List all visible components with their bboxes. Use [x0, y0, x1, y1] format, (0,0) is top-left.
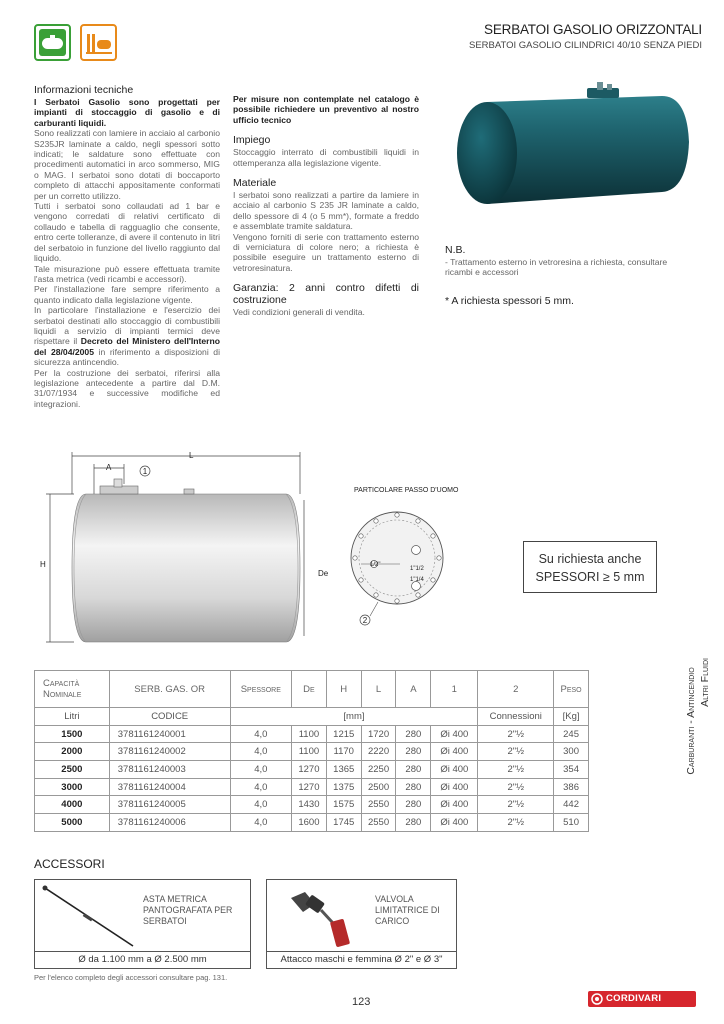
unit-kg: [Kg]: [554, 708, 589, 726]
cell-capacity: 2500: [35, 761, 110, 779]
cell-capacity: 1500: [35, 725, 110, 743]
cell-de: 1100: [292, 725, 327, 743]
cell-de: 1270: [292, 761, 327, 779]
accessory-label-valve: VALVOLA LIMITATRICE DI CARICO: [375, 894, 440, 926]
cell-a: 280: [396, 796, 431, 814]
accessory-card-gauge: [34, 879, 251, 969]
section-side-label: [684, 636, 714, 806]
technical-paragraph: Per l'installazione fare sempre riferimento a quanto indicato dalla legislazione vigente.: [34, 284, 220, 305]
table-row: [35, 796, 589, 814]
materiale-text: Vengono forniti di serie con trattamento esterno di verniciatura di colore nero; a richiesta è possibile eseguire un trattamento esterno di vetroresinatura.: [233, 231, 419, 273]
table-row: [35, 778, 589, 796]
cell-de: 1600: [292, 814, 327, 832]
cell-conn2: 2"½: [478, 778, 554, 796]
cell-code: 3781161240001: [109, 725, 230, 743]
tank-technical-drawing: [34, 446, 334, 656]
drawing-label-L: L: [189, 451, 194, 460]
cell-a: 280: [396, 761, 431, 779]
cell-code: 3781161240002: [109, 743, 230, 761]
cell-l: 2500: [361, 778, 396, 796]
cell-l: 2250: [361, 761, 396, 779]
cell-l: 2220: [361, 743, 396, 761]
cell-code: 3781161240005: [109, 796, 230, 814]
accessories-heading: ACCESSORI: [34, 857, 105, 871]
cell-a: 280: [396, 725, 431, 743]
cell-l: 1720: [361, 725, 396, 743]
brand-name: CORDIVARI: [606, 993, 662, 1004]
col-header-a: A: [396, 671, 431, 708]
cell-conn2: 2"½: [478, 796, 554, 814]
technical-paragraph: Sono realizzati con lamiere in acciaio al carbonio S235JR laminate a caldo, negli spessori sotto indicati; le saldature sono effettuate con procedimenti automatici in arco sommerso, MIG o MAG. I serbatoi sono dotati di boccaporto completo di attacchi appositamente conformati per un corretto utilizzo.: [34, 128, 220, 201]
cell-conn1: Øi 400: [431, 743, 478, 761]
cell-l: 2550: [361, 814, 396, 832]
valve-icon: [281, 884, 365, 950]
tank-category-icon: [34, 24, 71, 61]
cell-conn2: 2"½: [478, 814, 554, 832]
cell-h: 1170: [326, 743, 361, 761]
garanzia-text: Vedi condizioni generali di vendita.: [233, 307, 365, 318]
col-header-1: 1: [431, 671, 478, 708]
accessory-label-gauge: ASTA METRICA PANTOGRAFATA PER SERBATOI: [143, 894, 233, 926]
conn-label-a: 1/2": [370, 562, 381, 568]
accessory-foot-valve: Attacco maschi e femmina Ø 2" e Ø 3": [267, 951, 456, 968]
technical-info-column: [34, 84, 220, 409]
cell-thickness: 4,0: [230, 778, 291, 796]
technical-paragraph: Tale misurazione può essere effettuata tramite l'asta metrica (vedi ricambi e accessori).: [34, 263, 220, 284]
cell-conn1: Øi 400: [431, 778, 478, 796]
garanzia-heading: Garanzia: 2 anni contro difetti di costruzione: [233, 282, 419, 307]
page-subtitle: SERBATOI GASOLIO CILINDRICI 40/10 SENZA PIEDI: [468, 40, 702, 51]
cell-l: 2550: [361, 796, 396, 814]
notes-column: [445, 244, 689, 306]
cell-conn1: Øi 400: [431, 796, 478, 814]
decree-text-a: In particolare l'installazione e l'esercizio dei serbatoi destinati allo stoccaggio di combustibili liquidi a servizio di impianti termici deve rispettare il: [34, 305, 220, 347]
drawing-callout-2: 2: [362, 616, 368, 625]
material-column: [233, 94, 419, 318]
col-header-de: De: [292, 671, 327, 708]
cell-thickness: 4,0: [230, 796, 291, 814]
table-row: [35, 725, 589, 743]
pump-station-icon: [82, 26, 115, 59]
cell-thickness: 4,0: [230, 743, 291, 761]
accessory-card-valve: [266, 879, 457, 969]
cell-h: 1365: [326, 761, 361, 779]
unit-mm: [mm]: [230, 708, 478, 726]
drawing-callout-1: 1: [142, 467, 148, 476]
cell-weight: 300: [554, 743, 589, 761]
cell-h: 1575: [326, 796, 361, 814]
unit-litri: Litri: [35, 708, 110, 726]
cell-capacity: 5000: [35, 814, 110, 832]
page-title: SERBATOI GASOLIO ORIZZONTALI: [484, 22, 702, 37]
brand-mark-icon: [591, 993, 603, 1005]
cell-code: 3781161240006: [109, 814, 230, 832]
tank-specs-table: [34, 670, 589, 832]
pump-category-icon: [80, 24, 117, 61]
thickness-note: * A richiesta spessori 5 mm.: [445, 294, 574, 307]
technical-paragraph: Tutti i serbatoi sono collaudati ad 1 bar e vengono corredati di relativi certificato di collaudo e tabella di ragguaglio che consente, entro certe tolleranze, di avere il contenuto in litri del serbatoio in funzione del livello raggiunto dal liquido.: [34, 201, 220, 264]
table-row: [35, 743, 589, 761]
cell-h: 1375: [326, 778, 361, 796]
drawing-label-H: H: [40, 560, 46, 569]
cell-conn2: 2"½: [478, 761, 554, 779]
cell-a: 280: [396, 743, 431, 761]
technical-intro: I Serbatoi Gasolio sono progettati per impianti di stoccaggio di gasolio e di carburanti liquidi.: [34, 97, 220, 128]
col-header-thickness: Spessore: [230, 671, 291, 708]
col-header-weight: Peso: [554, 671, 589, 708]
page-number: 123: [352, 996, 371, 1008]
cell-a: 280: [396, 814, 431, 832]
table-row: [35, 814, 589, 832]
materiale-heading: Materiale: [233, 177, 277, 190]
decree-text-c: in riferimento a disposizioni di sicurezza antincendio.: [34, 346, 220, 368]
callout-line-2: SPESSORI ≥ 5 mm: [535, 570, 645, 584]
callout-line-1: Su richiesta anche: [538, 552, 642, 566]
conn-label-c: 1"1/4: [410, 577, 424, 583]
decree-reference: Decreto del Ministero dell'Interno del 28/04/2005: [34, 336, 221, 357]
brand-logo: [588, 991, 696, 1007]
cell-h: 1215: [326, 725, 361, 743]
side-label-line-1: Carburanti - Antincendio: [685, 667, 697, 775]
accessory-foot-gauge: Ø da 1.100 mm a Ø 2.500 mm: [35, 951, 250, 968]
cell-capacity: 4000: [35, 796, 110, 814]
cell-thickness: 4,0: [230, 725, 291, 743]
cell-conn1: Øi 400: [431, 725, 478, 743]
cell-de: 1100: [292, 743, 327, 761]
tank-photo: [447, 82, 695, 217]
col-header-code: SERB. GAS. OR: [109, 671, 230, 708]
cell-capacity: 3000: [35, 778, 110, 796]
cell-code: 3781161240003: [109, 761, 230, 779]
col-header-h: H: [326, 671, 361, 708]
unit-connessioni: Connessioni: [478, 708, 554, 726]
drawing-label-A: A: [106, 463, 112, 472]
nb-text: - Trattamento esterno in vetroresina a richiesta, consultare ricambi e accessori: [445, 257, 668, 278]
col-header-2: 2: [478, 671, 554, 708]
impiego-text: Stoccaggio interrato di combustibili liquidi in ottemperanza alla legislazione vigente.: [233, 147, 419, 168]
cell-conn1: Øi 400: [431, 761, 478, 779]
cell-capacity: 2000: [35, 743, 110, 761]
cell-conn2: 2"½: [478, 743, 554, 761]
cell-weight: 442: [554, 796, 589, 814]
col-header-capacity: Capacità Nominale: [35, 671, 110, 708]
cell-weight: 354: [554, 761, 589, 779]
thickness-callout-box: [523, 541, 657, 593]
cell-conn1: Øi 400: [431, 814, 478, 832]
unit-codice: CODICE: [109, 708, 230, 726]
side-label-line-2: Altri Fluidi: [699, 658, 711, 707]
materiale-text: I serbatoi sono realizzati a partire da lamiere in acciaio al carbonio S 235 JR laminate a caldo, dello spessore di 4 (o 5 mm*), formate a freddo e assemblate tramite saldatura.: [233, 190, 419, 232]
technical-info-heading: Informazioni tecniche: [34, 84, 134, 96]
cell-thickness: 4,0: [230, 761, 291, 779]
technical-paragraph: Per la costruzione dei serbatoi, riferirsi alla legislazione antecedente a partire dal D.M. 31/07/1934 e successive modifiche ed integrazioni.: [34, 367, 220, 409]
cell-code: 3781161240004: [109, 778, 230, 796]
cell-conn2: 2"½: [478, 725, 554, 743]
cell-a: 280: [396, 778, 431, 796]
cell-h: 1745: [326, 814, 361, 832]
impiego-heading: Impiego: [233, 134, 271, 147]
cell-weight: 386: [554, 778, 589, 796]
accessories-footnote: Per l'elenco completo degli accessori consultare pag. 131.: [34, 973, 228, 982]
manhole-detail-drawing: [338, 498, 458, 630]
cell-de: 1430: [292, 796, 327, 814]
drawing-label-De: De: [318, 569, 329, 578]
table-row: [35, 761, 589, 779]
nb-heading: N.B.: [445, 244, 466, 256]
cell-weight: 245: [554, 725, 589, 743]
cell-de: 1270: [292, 778, 327, 796]
cell-thickness: 4,0: [230, 814, 291, 832]
quote-request-note: Per misure non contemplate nel catalogo è possibile richiedere un preventivo al nostro ufficio tecnico: [233, 94, 419, 125]
technical-paragraph: [34, 305, 220, 367]
tank-icon: [36, 26, 69, 59]
manhole-detail-title: PARTICOLARE PASSO D'UOMO: [354, 487, 459, 494]
col-header-l: L: [361, 671, 396, 708]
conn-label-b: 1"1/2: [410, 566, 424, 572]
cell-weight: 510: [554, 814, 589, 832]
measuring-rod-icon: [39, 884, 139, 950]
